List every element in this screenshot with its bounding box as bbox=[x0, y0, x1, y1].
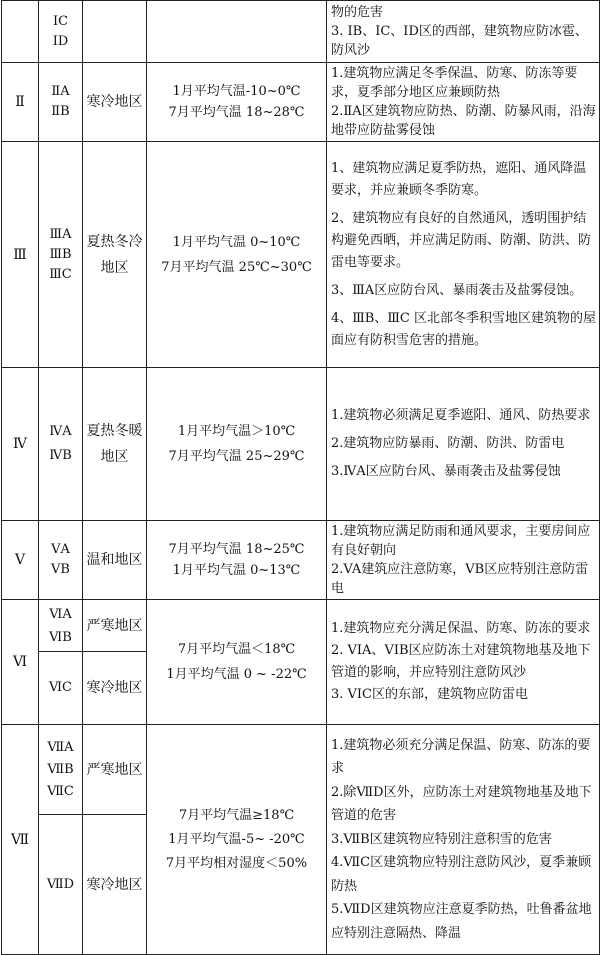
zone-cell: Ⅵ bbox=[2, 600, 39, 725]
requirement-text: 1.建筑物应满足防雨和通风要求，主要房间应有良好朝向 bbox=[331, 524, 591, 558]
subzone-cell bbox=[39, 652, 83, 725]
zone-name-cell bbox=[83, 1, 147, 63]
climate-cell bbox=[147, 521, 327, 600]
zone-cell: Ⅴ bbox=[2, 521, 39, 600]
table-row bbox=[2, 1, 600, 63]
zone-name-cell: 寒冷地区 bbox=[83, 63, 147, 142]
climate-text: 7月平均气温＜18℃ bbox=[177, 642, 296, 657]
climate-text: 1月平均气温-5~ -20℃ bbox=[168, 831, 305, 847]
requirement-text: 2、建筑物应有良好的自然通风，透明围护结构避免西晒，并应满足防雨、防潮、防洪、防雷电等要求。 bbox=[331, 210, 592, 270]
table-row bbox=[2, 142, 600, 368]
subzone-label: ⅢC bbox=[49, 266, 72, 282]
subzone-cell bbox=[39, 142, 83, 368]
climate-text: 7月平均气温 18~25℃ bbox=[168, 542, 305, 557]
subzone-cell bbox=[39, 600, 83, 652]
requirement-text: 物的危害 bbox=[331, 5, 384, 20]
zone-name-cell: 寒冷地区 bbox=[83, 815, 147, 955]
climate-cell bbox=[147, 63, 327, 142]
zone-name-cell: 夏热冬暖地区 bbox=[83, 368, 147, 521]
requirement-text: 4、ⅢB、ⅢC 区北部冬季积雪地区建筑物的屋面应有防积雪危害的措施。 bbox=[331, 310, 596, 348]
climate-cell bbox=[147, 725, 327, 955]
requirements-cell bbox=[327, 1, 600, 63]
climate-text: 1月平均气温 0 ~ -22℃ bbox=[166, 667, 307, 682]
subzone-label: ⅢB bbox=[49, 246, 72, 262]
requirements-cell bbox=[327, 63, 600, 142]
requirement-text: 3. ⅠB、ⅠC、ⅠD区的西部，建筑物应防冰雹、防风沙 bbox=[331, 24, 588, 58]
zone-name-cell: 夏热冬冷地区 bbox=[83, 142, 147, 368]
requirement-text: 1、建筑物应满足夏季防热，遮阳、通风降温要求，并应兼顾冬季防寒。 bbox=[331, 160, 587, 198]
subzone-label: ⅠC bbox=[52, 13, 69, 29]
climate-text: 1月平均气温-10~0℃ bbox=[172, 84, 301, 99]
subzone-label: ⅢA bbox=[49, 226, 72, 242]
requirement-text: 3. VIC区的东部，建筑物应防雷电 bbox=[331, 687, 529, 702]
subzone-label: ⅡB bbox=[51, 104, 70, 119]
zone-name-cell: 严寒地区 bbox=[83, 725, 147, 815]
requirement-text: 2.除ⅦD区外，应防冻土对建筑物地基及地下管道的危害 bbox=[331, 784, 592, 824]
requirement-text: 2.ⅡA区建筑物应防热、防潮、防暴风雨，沿海地带应防盐雾侵蚀 bbox=[331, 104, 596, 138]
subzone-cell bbox=[39, 1, 83, 63]
requirement-text: 5.ⅦD区建筑物应注意夏季防热，吐鲁番盆地应特别注意隔热、降温 bbox=[331, 902, 592, 941]
climate-text: 1月平均气温 0~13℃ bbox=[172, 563, 301, 578]
table-row bbox=[2, 63, 600, 142]
requirement-text: 2. VIA、VIB区应防冻土对建筑物地基及地下管道的影响，并应特别注意防风沙 bbox=[331, 643, 591, 680]
requirements-cell bbox=[327, 725, 600, 955]
zone-name-cell: 温和地区 bbox=[83, 521, 147, 600]
subzone-label: ⅦB bbox=[47, 761, 74, 777]
requirement-text: 3.ⅣA区应防台风、暴雨袭击及盐雾侵蚀 bbox=[331, 464, 561, 479]
subzone-label: ⅥC bbox=[48, 680, 73, 695]
climate-text: 7月平均相对湿度＜50% bbox=[165, 855, 308, 871]
zone-cell: Ⅱ bbox=[2, 63, 39, 142]
requirement-text: 1.建筑物应充分满足保温、防寒、防冻的要求 bbox=[331, 621, 591, 636]
subzone-label: ⅤA bbox=[51, 542, 70, 557]
subzone-label: ⅥA bbox=[49, 606, 72, 622]
table-row bbox=[2, 725, 600, 815]
zone-cell bbox=[2, 1, 39, 63]
requirements-cell bbox=[327, 521, 600, 600]
climate-cell bbox=[147, 142, 327, 368]
subzone-label: ⅣA bbox=[49, 424, 72, 439]
subzone-label: ⅦA bbox=[47, 739, 74, 755]
climate-cell bbox=[147, 368, 327, 521]
subzone-label: ⅥB bbox=[49, 629, 72, 645]
table-row bbox=[2, 600, 600, 652]
requirement-text: 3、ⅢA区应防台风、暴雨袭击及盐雾侵蚀。 bbox=[331, 282, 583, 298]
zone-name-cell: 严寒地区 bbox=[83, 600, 147, 652]
subzone-cell bbox=[39, 368, 83, 521]
climate-text: 7月平均气温 25~29℃ bbox=[168, 449, 305, 464]
requirement-text: 2.VA建筑应注意防寒，VB区应特别注意防雷电 bbox=[331, 562, 589, 596]
climate-text: 7月平均气温 25℃~30℃ bbox=[161, 259, 312, 275]
requirement-text: 1.建筑物应满足冬季保温、防寒、防冻等要求，夏季部分地区应兼顾防热 bbox=[331, 66, 578, 100]
requirements-cell bbox=[327, 142, 600, 368]
table-row bbox=[2, 521, 600, 600]
climate-text: 7月平均气温 18~28℃ bbox=[168, 105, 305, 120]
climate-text: 1月平均气温 0~10℃ bbox=[172, 234, 301, 250]
climate-text: 1月平均气温＞10℃ bbox=[177, 424, 296, 439]
requirements-cell bbox=[327, 600, 600, 725]
requirement-text: 3.ⅦB区建筑物应特别注意积雪的危害 bbox=[331, 831, 552, 847]
climate-zone-table bbox=[1, 0, 600, 955]
requirement-text: 1.建筑物必须满足夏季遮阳、通风、防热要求 bbox=[331, 408, 591, 423]
requirement-text: 1.建筑物必须充分满足保温、防寒、防冻的要求 bbox=[331, 737, 591, 777]
subzone-label: ⅤB bbox=[51, 562, 70, 577]
requirements-cell bbox=[327, 368, 600, 521]
climate-text: 7月平均气温≥18℃ bbox=[178, 807, 295, 823]
requirement-text: 4.ⅦC区建筑物应特别注意防风沙，夏季兼顾防热 bbox=[331, 855, 592, 894]
zone-cell: Ⅲ bbox=[2, 142, 39, 368]
requirement-text: 2.建筑物应防暴雨、防潮、防洪、防雷电 bbox=[331, 436, 565, 451]
subzone-cell bbox=[39, 63, 83, 142]
zone-cell: Ⅶ bbox=[2, 725, 39, 955]
subzone-label: ⅦC bbox=[47, 783, 74, 799]
subzone-label: ⅡA bbox=[51, 84, 70, 99]
zone-cell: Ⅳ bbox=[2, 368, 39, 521]
subzone-label: ⅣB bbox=[49, 448, 72, 463]
table-row bbox=[2, 368, 600, 521]
zone-name-cell: 寒冷地区 bbox=[83, 652, 147, 725]
subzone-cell bbox=[39, 521, 83, 600]
subzone-label: ⅦD bbox=[46, 876, 75, 892]
climate-cell bbox=[147, 600, 327, 725]
subzone-label: ⅠD bbox=[52, 33, 69, 49]
subzone-cell bbox=[39, 725, 83, 815]
climate-cell bbox=[147, 1, 327, 63]
subzone-cell bbox=[39, 815, 83, 955]
